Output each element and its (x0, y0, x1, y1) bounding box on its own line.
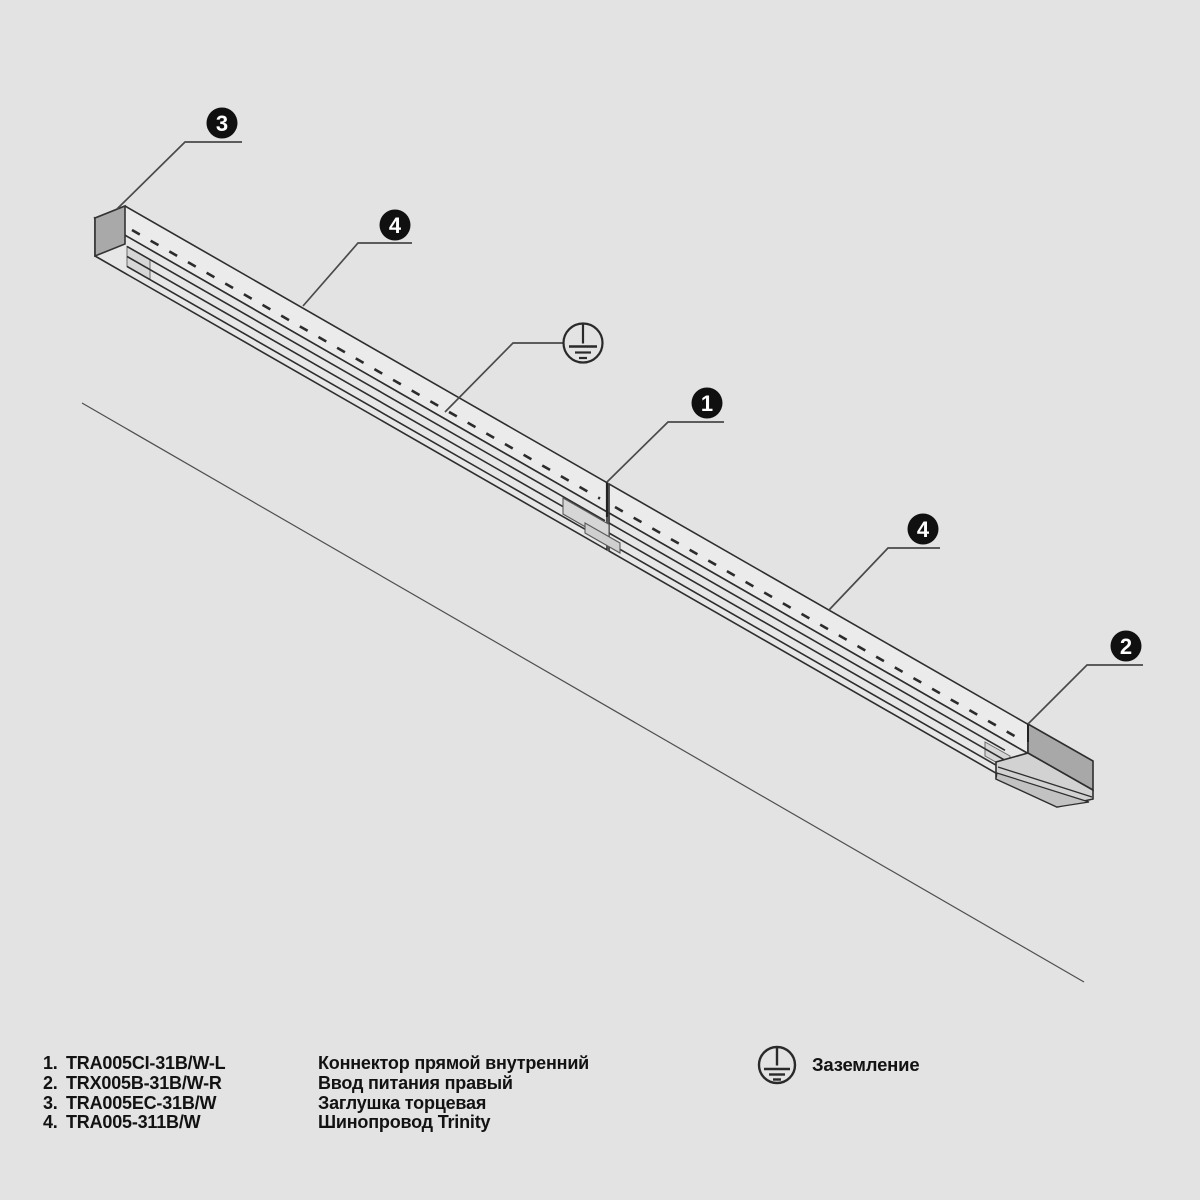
callout-4-left-number: 4 (388, 213, 402, 238)
legend-item-number: 4. (43, 1112, 58, 1133)
callout-1-number: 1 (700, 391, 714, 416)
ground-icon (755, 1043, 799, 1087)
profile-line (127, 256, 605, 530)
callout-2-power-feed (1028, 631, 1143, 725)
callout-1-leader (607, 422, 724, 482)
ground-legend (755, 1043, 919, 1087)
track-segment-right (609, 484, 1028, 792)
legend-item-number: 2. (43, 1072, 58, 1093)
profile-line (127, 246, 605, 520)
callout-2-number: 2 (1119, 634, 1133, 659)
callout-3-leader (117, 142, 242, 209)
callout-4-right-number: 4 (916, 517, 930, 542)
legend-item-desc: Шинопровод Trinity (318, 1112, 491, 1133)
ground-symbol (445, 324, 603, 413)
legend-item-desc: Заглушка торцевая (318, 1092, 487, 1113)
legend-item-desc: Ввод питания правый (318, 1072, 513, 1093)
legend-item-code: TRA005CI-31B/W-L (66, 1053, 226, 1073)
track-segment-left (95, 206, 607, 550)
legend-item-number: 1. (43, 1053, 58, 1073)
callout-4-left-leader (303, 243, 412, 306)
callout-1-connector (607, 388, 724, 483)
callout-3-end-cap (117, 108, 242, 210)
profile-line (609, 543, 1005, 770)
track-right-front-face (609, 513, 1028, 792)
legend-item-code: TRA005EC-31B/W (66, 1092, 217, 1113)
profile-line (127, 266, 605, 540)
legend (43, 1054, 589, 1133)
callout-3-number: 3 (215, 111, 229, 136)
profile-line (609, 523, 1005, 750)
track-left-front-face (95, 218, 607, 550)
legend-item-desc: Коннектор прямой внутренний (318, 1053, 590, 1073)
ground-legend-label: Заземление (812, 1054, 920, 1075)
legend-item-code: TRA005-311B/W (66, 1112, 201, 1133)
callout-4-track-left (303, 210, 412, 307)
track-right-top-face (609, 484, 1028, 754)
legend-item-code: TRX005B-31B/W-R (66, 1072, 222, 1093)
callout-4-right-leader (829, 548, 940, 610)
callout-4-track-right (829, 514, 940, 611)
legend-item-number: 3. (43, 1092, 58, 1113)
profile-line (609, 533, 1005, 760)
callout-2-leader (1028, 665, 1143, 724)
